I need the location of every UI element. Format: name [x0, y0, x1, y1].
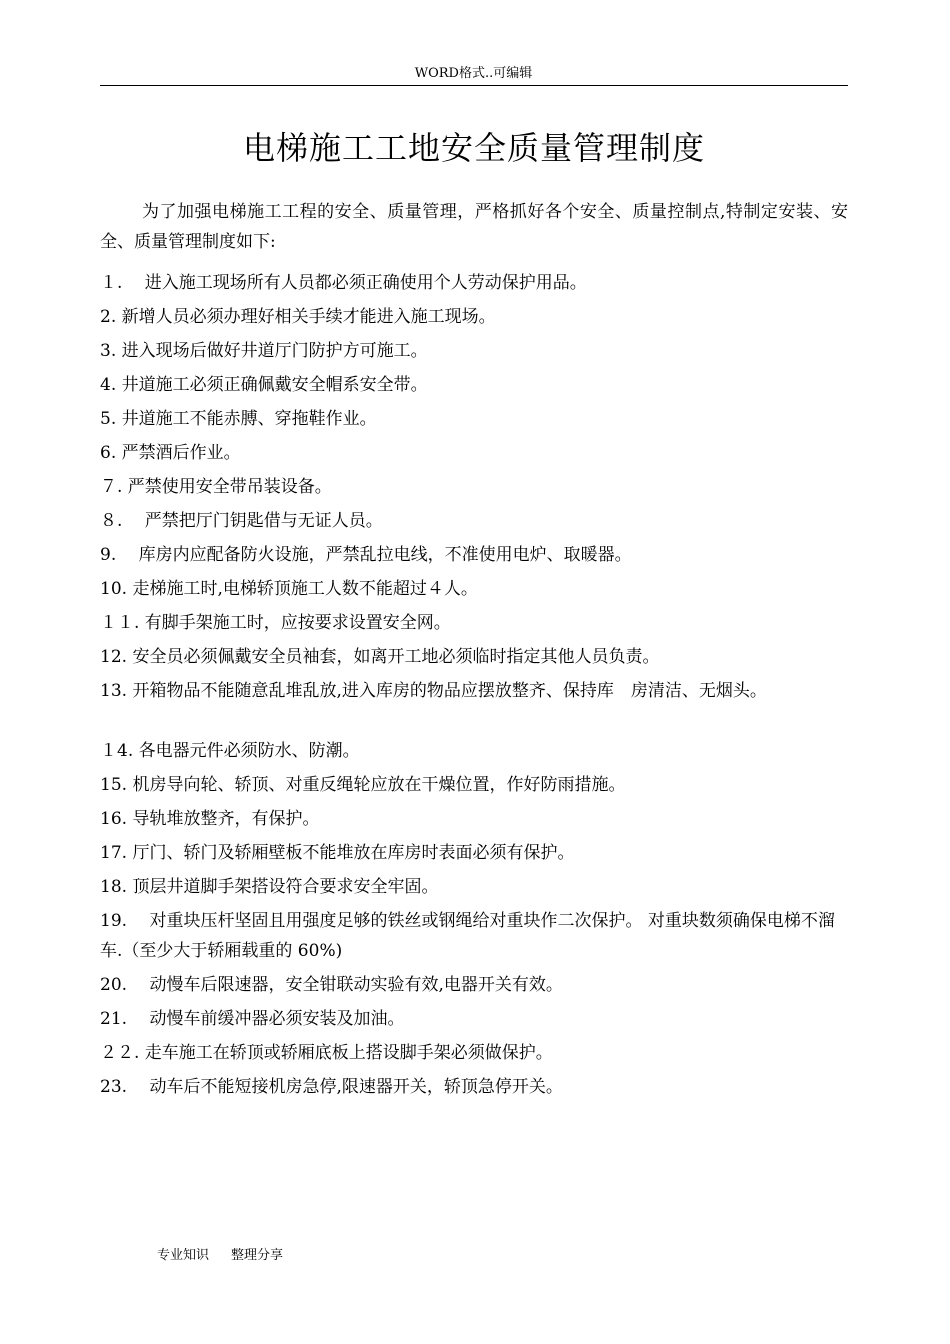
footer-left-text: 专业知识	[157, 1248, 210, 1263]
rule-item-4: 4. 井道施工必须正确佩戴安全帽系安全带。	[100, 375, 428, 395]
rule-item-3: 3. 进入现场后做好井道厅门防护方可施工。	[100, 341, 428, 361]
rule-item-5: 5. 井道施工不能赤膊、穿拖鞋作业。	[100, 409, 377, 429]
rule-item-11: １１. 有脚手架施工时，应按要求设置安全网。	[100, 613, 451, 633]
header-divider	[100, 85, 848, 86]
rules-list	[100, 268, 848, 1106]
rule-item-20: 20. 动慢车后限速器，安全钳联动实验有效,电器开关有效。	[100, 975, 563, 995]
rule-item-12: 12. 安全员必须佩戴安全员袖套，如离开工地必须临时指定其他人员负责。	[100, 647, 660, 667]
rule-item-15: 15. 机房导向轮、轿顶、对重反绳轮应放在干燥位置，作好防雨措施。	[100, 775, 626, 795]
intro-paragraph: 为了加强电梯施工工程的安全、质量管理，严格抓好各个安全、质量控制点,特制定安装、安全、质量管理制度如下:	[100, 202, 848, 252]
rule-item-14: １4. 各电器元件必须防水、防潮。	[100, 741, 360, 761]
rule-item-2: 2. 新增人员必须办理好相关手续才能进入施工现场。	[100, 307, 496, 327]
rule-item-19: 19. 对重块压杆坚固且用强度足够的铁丝或钢绳给对重块作二次保护。 对重块数须确保电梯不溜车.（至少大于轿厢载重的 60%)	[100, 911, 835, 961]
rule-item-7: ７. 严禁使用安全带吊装设备。	[100, 477, 332, 497]
rule-item-10: 10. 走梯施工时,电梯轿顶施工人数不能超过４人。	[100, 579, 478, 599]
rule-item-8: ８. 严禁把厅门钥匙借与无证人员。	[100, 511, 383, 531]
rule-item-1: １. 进入施工现场所有人员都必须正确使用个人劳动保护用品。	[100, 273, 587, 293]
rule-item-18: 18. 顶层井道脚手架搭设符合要求安全牢固。	[100, 877, 439, 897]
footer-right-text: 整理分享	[231, 1248, 284, 1263]
page-header: WORD格式..可编辑	[414, 66, 533, 81]
rule-item-23: 23. 动车后不能短接机房急停,限速器开关，轿顶急停开关。	[100, 1077, 563, 1097]
rule-item-22: ２２. 走车施工在轿顶或轿厢底板上搭设脚手架必须做保护。	[100, 1043, 553, 1063]
page-footer	[157, 1247, 283, 1265]
rule-item-13: 13. 开箱物品不能随意乱堆乱放,进入库房的物品应摆放整齐、保持库 房清洁、无烟头。	[100, 681, 767, 701]
document-title: 电梯施工工地安全质量管理制度	[242, 129, 705, 167]
rule-item-21: 21. 动慢车前缓冲器必须安装及加油。	[100, 1009, 405, 1029]
rule-item-9: 9. 库房内应配备防火设施，严禁乱拉电线，不准使用电炉、取暖器。	[100, 545, 632, 565]
rule-item-16: 16. 导轨堆放整齐，有保护。	[100, 809, 320, 829]
rule-item-6: 6. 严禁酒后作业。	[100, 443, 241, 463]
rule-item-17: 17. 厅门、轿门及轿厢壁板不能堆放在库房时表面必须有保护。	[100, 843, 575, 863]
